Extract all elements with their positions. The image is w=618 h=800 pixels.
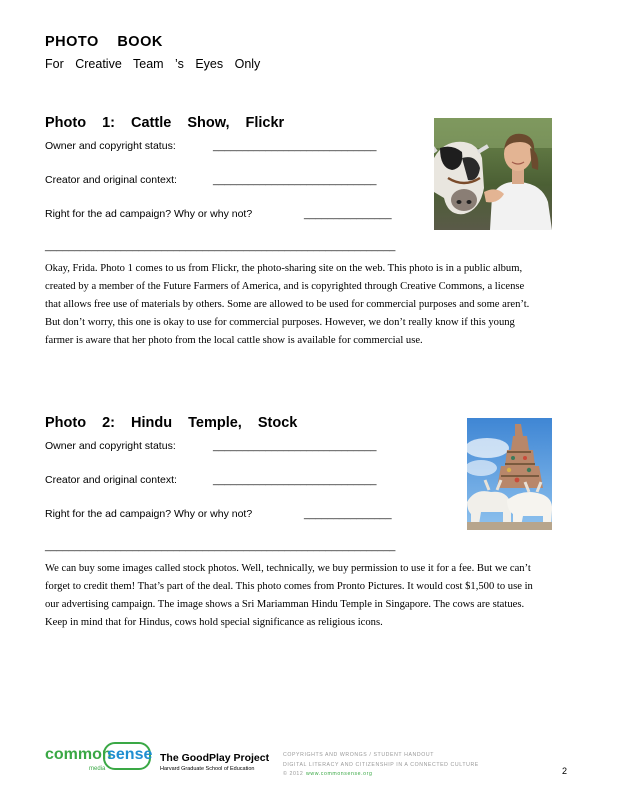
page-number: 2 — [562, 766, 568, 776]
footer-handout-line: COPYRIGHTS AND WRONGS / STUDENT HANDOUT — [283, 752, 434, 758]
photo-1-owner-row — [45, 140, 425, 154]
right-for-campaign-blank[interactable]: _______________ — [304, 208, 392, 220]
hindu-temple-image — [467, 418, 552, 530]
owner-label: Owner and copyright status: — [45, 140, 176, 152]
creator-label: Creator and original context: — [45, 474, 177, 486]
right-for-campaign-label: Right for the ad campaign? Why or why not? — [45, 508, 253, 520]
photo-2-owner-row — [45, 440, 425, 454]
right-for-campaign-label: Right for the ad campaign? Why or why not? — [45, 208, 253, 220]
creator-blank[interactable]: ____________________________ — [213, 174, 377, 186]
hindu-temple-photo — [467, 418, 552, 530]
logo-common: common — [45, 746, 112, 763]
goodplay-subtitle: Harvard Graduate School of Education — [160, 766, 255, 772]
photo-2-creator-row — [45, 474, 425, 488]
photo-1-paragraph: Okay, Frida. Photo 1 comes to us from Flickr, the photo-sharing site on the web. This photo is in a public album, created by a member of the Future Farmers of America, and is copyrighted through Creative Commons, a license that allows free use of materials by others. Some are allowed to be used for commercial purposes and some aren’t. But don’t worry, this one is okay to use for commercial purposes. However, we don’t really know if this young farmer is aware that her photo from the local cattle show is available for commercial use. — [45, 263, 530, 346]
cattle-show-photo — [434, 118, 552, 230]
photo-2-right-row — [45, 508, 425, 522]
photo-1-right-row — [45, 208, 425, 222]
photo-2-paragraph: We can buy some images called stock photos. Well, technically, we buy permission to use it for a fee. But we can’t forget to credit them! That’s part of the deal. This photo comes from Pronto Pictures. It would cost $1,500 to use in our advertising campaign. The image shows a Sri Mariamman Hindu Temple in Singapore. The cows are statues. Keep in mind that for Hindus, cows hold special significance as religious icons. — [45, 563, 533, 628]
commonsense-logo — [45, 742, 155, 776]
footer-url-link[interactable]: www.commonsense.org — [306, 771, 373, 777]
photo-1-heading: Photo 1: Cattle Show, Flickr — [45, 115, 285, 131]
document-title: PHOTO BOOK — [45, 34, 163, 50]
creator-blank[interactable]: ____________________________ — [213, 474, 377, 486]
photo-1-creator-row — [45, 174, 425, 188]
photo-2-separator: ____________________________________________________________ — [45, 540, 396, 552]
owner-blank[interactable]: ____________________________ — [213, 140, 377, 152]
creator-label: Creator and original context: — [45, 174, 177, 186]
logo-sense: sense — [107, 746, 153, 763]
cattle-show-image — [434, 118, 552, 230]
owner-label: Owner and copyright status: — [45, 440, 176, 452]
document-subtitle: For Creative Team ’s Eyes Only — [45, 57, 261, 71]
owner-blank[interactable]: ____________________________ — [213, 440, 377, 452]
footer-course-line: DIGITAL LITERACY AND CITIZENSHIP IN A CONNECTED CULTURE — [283, 762, 479, 768]
photo-1-separator: ____________________________________________________________ — [45, 240, 396, 252]
photo-2-heading: Photo 2: Hindu Temple, Stock — [45, 415, 298, 431]
right-for-campaign-blank[interactable]: _______________ — [304, 508, 392, 520]
footer-copyright: © 2012 — [283, 771, 304, 777]
logo-media: media — [89, 766, 106, 772]
goodplay-title: The GoodPlay Project — [160, 752, 270, 764]
